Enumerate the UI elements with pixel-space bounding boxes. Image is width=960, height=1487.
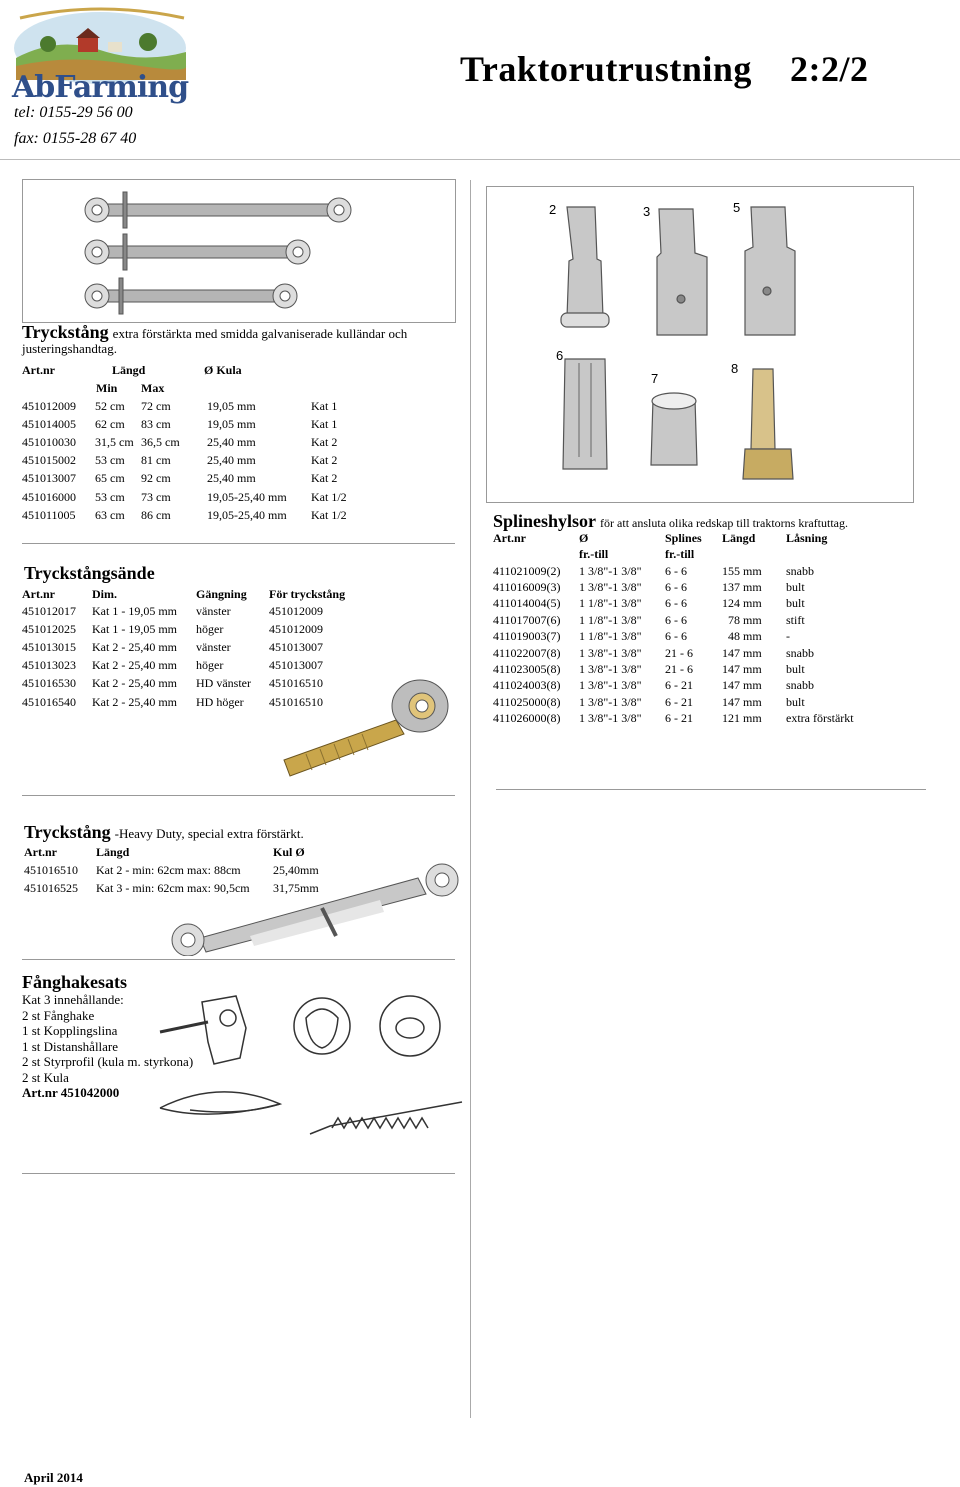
cell-langd: 121 mm: [722, 711, 762, 726]
cell-langd: 155 mm: [722, 563, 762, 578]
table-row: [22, 470, 347, 488]
cell-diameter: 1 3/8"-1 3/8": [579, 580, 642, 595]
cell-min: 52 cm: [95, 398, 125, 413]
cell-gangning: HD höger: [196, 694, 244, 709]
cell-min: 65 cm: [95, 471, 125, 486]
cell-langd: 137 mm: [722, 580, 762, 595]
cell-artnr: 451013015: [22, 639, 76, 654]
cell-splines: 6 - 6: [665, 563, 687, 578]
cell-kat: Kat 2: [311, 453, 338, 468]
cell-diameter: 1 3/8"-1 3/8": [579, 645, 642, 660]
table-row: [22, 620, 323, 638]
table-row: [493, 596, 854, 612]
cell-lasning: bult: [786, 580, 805, 595]
cell-diameter: 1 1/8"-1 3/8": [579, 629, 642, 644]
table-row: [22, 433, 347, 451]
table-row: [22, 638, 323, 656]
col-subheader-frtill: fr.-till: [665, 547, 695, 561]
cell-for: 451013007: [269, 639, 323, 654]
cell-for: 451016510: [269, 694, 323, 709]
cell-min: 63 cm: [95, 507, 125, 522]
col-subheader-frtill: fr.-till: [579, 547, 609, 561]
cell-kula: 25,40 mm: [207, 434, 256, 449]
cell-artnr: 451016530: [22, 676, 76, 691]
section-splines-desc: för att ansluta olika redskap till traktorns kraftuttag.: [600, 516, 848, 530]
col-header-dim: Dim.: [92, 587, 117, 601]
cell-artnr: 451016540: [22, 694, 76, 709]
cell-kat: Kat 1: [311, 398, 338, 413]
cell-artnr: 451010030: [22, 434, 76, 449]
splines-image: [486, 186, 914, 503]
spline-label: 5: [733, 200, 741, 215]
cell-splines: 6 - 6: [665, 612, 687, 627]
divider: [22, 1173, 455, 1174]
cell-for: 451013007: [269, 658, 323, 673]
cell-gangning: höger: [196, 621, 224, 636]
cell-diameter: 1 3/8"-1 3/8": [579, 662, 642, 677]
cell-min: 31,5 cm: [95, 434, 134, 449]
cell-max: 92 cm: [141, 471, 171, 486]
cell-langd: Kat 3 - min: 62cm max: 90,5cm: [96, 880, 250, 895]
cell-lasning: -: [786, 629, 790, 644]
spline-label: 6: [556, 348, 564, 363]
cell-splines: 21 - 6: [665, 662, 693, 677]
cell-gangning: höger: [196, 658, 224, 673]
logo-wordmark: AbFarming: [12, 70, 189, 105]
spline-label: 2: [549, 202, 557, 217]
cell-lasning: extra förstärkt: [786, 711, 854, 726]
cell-langd: Kat 2 - min: 62cm max: 88cm: [96, 862, 241, 877]
divider: [22, 543, 455, 544]
fanghakesats-line: 2 st Kula: [22, 1069, 69, 1085]
cell-diameter: 1 1/8"-1 3/8": [579, 596, 642, 611]
cell-kul: 25,40mm: [273, 862, 319, 877]
cell-langd: 147 mm: [722, 662, 762, 677]
rod-end-image: [276, 672, 456, 784]
cell-max: 36,5 cm: [141, 434, 180, 449]
cell-gangning: vänster: [196, 639, 231, 654]
cell-kat: Kat 1/2: [311, 489, 347, 504]
cell-artnr: 451013007: [22, 471, 76, 486]
section-tryckstangsande-title: Tryckstångsände: [24, 563, 155, 583]
table-row: [22, 452, 347, 470]
cell-lasning: bult: [786, 694, 805, 709]
col-header-langd: Längd: [722, 531, 756, 545]
divider: [22, 959, 455, 960]
cell-artnr: 411023005(8): [493, 662, 561, 677]
table-row: [22, 397, 347, 415]
table-row: [22, 488, 347, 506]
col-header-artnr: Art.nr: [22, 587, 55, 601]
cell-lasning: stift: [786, 612, 805, 627]
cell-diameter: 1 3/8"-1 3/8": [579, 694, 642, 709]
fanghakesats-artnr: Art.nr 451042000: [22, 1085, 120, 1100]
table-row: [493, 579, 854, 595]
fanghakesats-line: 1 st Distanshållare: [22, 1038, 119, 1054]
divider: [496, 789, 926, 790]
cell-diameter: 1 1/8"-1 3/8": [579, 612, 642, 627]
col-header-splines: Splines: [665, 531, 702, 545]
cell-min: 62 cm: [95, 416, 125, 431]
cell-dim: Kat 2 - 25,40 mm: [92, 658, 177, 673]
table-row: [493, 563, 854, 579]
cell-kula: 25,40 mm: [207, 453, 256, 468]
cell-kat: Kat 2: [311, 434, 338, 449]
cell-artnr: 451012025: [22, 621, 76, 636]
cell-artnr: 451014005: [22, 416, 76, 431]
cell-splines: 6 - 6: [665, 596, 687, 611]
section-splines-heading: [493, 511, 848, 532]
fanghakesats-line: 1 st Kopplingslina: [22, 1023, 118, 1038]
phone-number: tel: 0155-29 56 00: [14, 104, 133, 121]
cell-max: 83 cm: [141, 416, 171, 431]
cell-lasning: bult: [786, 596, 805, 611]
spline-label: 7: [651, 371, 659, 386]
spline-label: 3: [643, 204, 651, 219]
col-header-langd: Längd: [96, 845, 130, 859]
col-header-diameter: Ø: [579, 531, 589, 545]
cell-diameter: 1 3/8"-1 3/8": [579, 678, 642, 693]
cell-artnr: 411021009(2): [493, 563, 561, 578]
cell-artnr: 411016009(3): [493, 580, 561, 595]
cell-max: 73 cm: [141, 489, 171, 504]
cell-gangning: vänster: [196, 603, 231, 618]
cell-lasning: snabb: [786, 678, 814, 693]
fanghakesats-image: [150, 988, 465, 1144]
cell-kat: Kat 1/2: [311, 507, 347, 522]
cell-artnr: 411026000(8): [493, 711, 561, 726]
cell-kat: Kat 2: [311, 471, 338, 486]
cell-langd: 124 mm: [722, 596, 762, 611]
cell-kula: 25,40 mm: [207, 471, 256, 486]
cell-dim: Kat 1 - 19,05 mm: [92, 603, 177, 618]
col-subheader-min: Min: [96, 381, 118, 395]
footer-date: April 2014: [24, 1470, 83, 1485]
col-header-gangning: Gängning: [196, 587, 247, 601]
cell-langd: 147 mm: [722, 645, 762, 660]
cell-kula: 19,05-25,40 mm: [207, 489, 287, 504]
col-header-artnr: Art.nr: [24, 845, 57, 859]
cell-langd: 147 mm: [722, 694, 762, 709]
cell-artnr: 451016000: [22, 489, 76, 504]
cell-kul: 31,75mm: [273, 880, 319, 895]
col-header-kula: Ø Kula: [204, 363, 242, 377]
cell-lasning: snabb: [786, 563, 814, 578]
col-header-lasning: Låsning: [786, 531, 828, 545]
cell-lasning: bult: [786, 662, 805, 677]
cell-lasning: snabb: [786, 645, 814, 660]
table-row: [493, 678, 854, 694]
fanghakesats-line: Kat 3 innehållande:: [22, 992, 124, 1007]
cell-splines: 6 - 21: [665, 711, 693, 726]
header-divider: [0, 159, 960, 160]
cell-splines: 6 - 21: [665, 678, 693, 693]
cell-langd: 147 mm: [722, 678, 762, 693]
section-heavy-duty-title: Tryckstång: [24, 822, 111, 842]
cell-artnr: 411022007(8): [493, 645, 561, 660]
cell-diameter: 1 3/8"-1 3/8": [579, 563, 642, 578]
section-fanghakesats-title: Fånghakesats: [22, 972, 128, 992]
table-row: [493, 645, 854, 661]
cell-artnr: 451012017: [22, 603, 76, 618]
cell-kat: Kat 1: [311, 416, 338, 431]
tryckstang-image: [22, 179, 456, 323]
cell-splines: 6 - 6: [665, 629, 687, 644]
cell-langd: 78 mm: [728, 612, 762, 627]
cell-dim: Kat 2 - 25,40 mm: [92, 676, 177, 691]
col-header-langd: Längd: [112, 363, 146, 377]
table-row: [493, 612, 854, 628]
col-subheader-max: Max: [141, 381, 165, 395]
table-row: [493, 629, 854, 645]
cell-artnr: 451012009: [22, 398, 76, 413]
col-header-kul: Kul Ø: [273, 845, 305, 859]
table-row: [22, 415, 347, 433]
cell-artnr: 451011005: [22, 507, 76, 522]
section-heavy-duty-heading: [24, 822, 304, 843]
table-row: [493, 711, 854, 727]
cell-artnr: 411014004(5): [493, 596, 561, 611]
table-row: [493, 661, 854, 677]
cell-artnr: 411024003(8): [493, 678, 561, 693]
section-tryckstang-heading: [22, 322, 442, 356]
cell-min: 53 cm: [95, 489, 125, 504]
section-tryckstang-desc: extra förstärkta med smidda galvaniserade kulländar och justeringshandtag.: [22, 326, 408, 356]
cell-artnr: 411025000(8): [493, 694, 561, 709]
column-divider: [470, 180, 471, 1418]
col-header-for-tryckstang: För tryckstång: [269, 587, 346, 601]
cell-artnr: 451013023: [22, 658, 76, 673]
cell-splines: 6 - 6: [665, 580, 687, 595]
cell-kula: 19,05-25,40 mm: [207, 507, 287, 522]
cell-for: 451012009: [269, 621, 323, 636]
cell-kula: 19,05 mm: [207, 416, 256, 431]
cell-artnr: 451015002: [22, 453, 76, 468]
cell-kula: 19,05 mm: [207, 398, 256, 413]
section-tryckstang-title: Tryckstång: [22, 322, 109, 342]
section-splines-title: Splineshylsor: [493, 511, 597, 531]
fanghakesats-line: 2 st Styrprofil (kula m. styrkona): [22, 1054, 194, 1069]
cell-max: 86 cm: [141, 507, 171, 522]
cell-dim: Kat 2 - 25,40 mm: [92, 639, 177, 654]
cell-artnr: 411017007(6): [493, 612, 561, 627]
cell-artnr: 451016510: [24, 862, 78, 877]
cell-gangning: HD vänster: [196, 676, 251, 691]
page-title: Traktorutrustning: [460, 49, 752, 89]
spline-label: 8: [731, 361, 739, 376]
cell-max: 81 cm: [141, 453, 171, 468]
splines-table: [493, 563, 854, 727]
fax-number: fax: 0155-28 67 40: [14, 130, 137, 147]
cell-artnr: 411019003(7): [493, 629, 561, 644]
table-row: [493, 694, 854, 710]
fanghakesats-line: 2 st Fånghake: [22, 1007, 95, 1023]
cell-min: 53 cm: [95, 453, 125, 468]
table-row: [22, 602, 323, 620]
cell-for: 451012009: [269, 603, 323, 618]
cell-artnr: 451016525: [24, 880, 78, 895]
cell-splines: 21 - 6: [665, 645, 693, 660]
heavy-duty-rod-image: [160, 860, 465, 956]
col-header-artnr: Art.nr: [493, 531, 526, 545]
cell-diameter: 1 3/8"-1 3/8": [579, 711, 642, 726]
page-number: 2:2/2: [790, 49, 869, 89]
cell-splines: 6 - 21: [665, 694, 693, 709]
tryckstang-table: [22, 397, 347, 524]
section-heavy-duty-desc: -Heavy Duty, special extra förstärkt.: [114, 826, 304, 841]
cell-dim: Kat 1 - 19,05 mm: [92, 621, 177, 636]
cell-for: 451016510: [269, 676, 323, 691]
divider: [22, 795, 455, 796]
cell-dim: Kat 2 - 25,40 mm: [92, 694, 177, 709]
table-row: [22, 506, 347, 524]
col-header-artnr: Art.nr: [22, 363, 55, 377]
cell-langd: 48 mm: [728, 629, 762, 644]
cell-max: 72 cm: [141, 398, 171, 413]
